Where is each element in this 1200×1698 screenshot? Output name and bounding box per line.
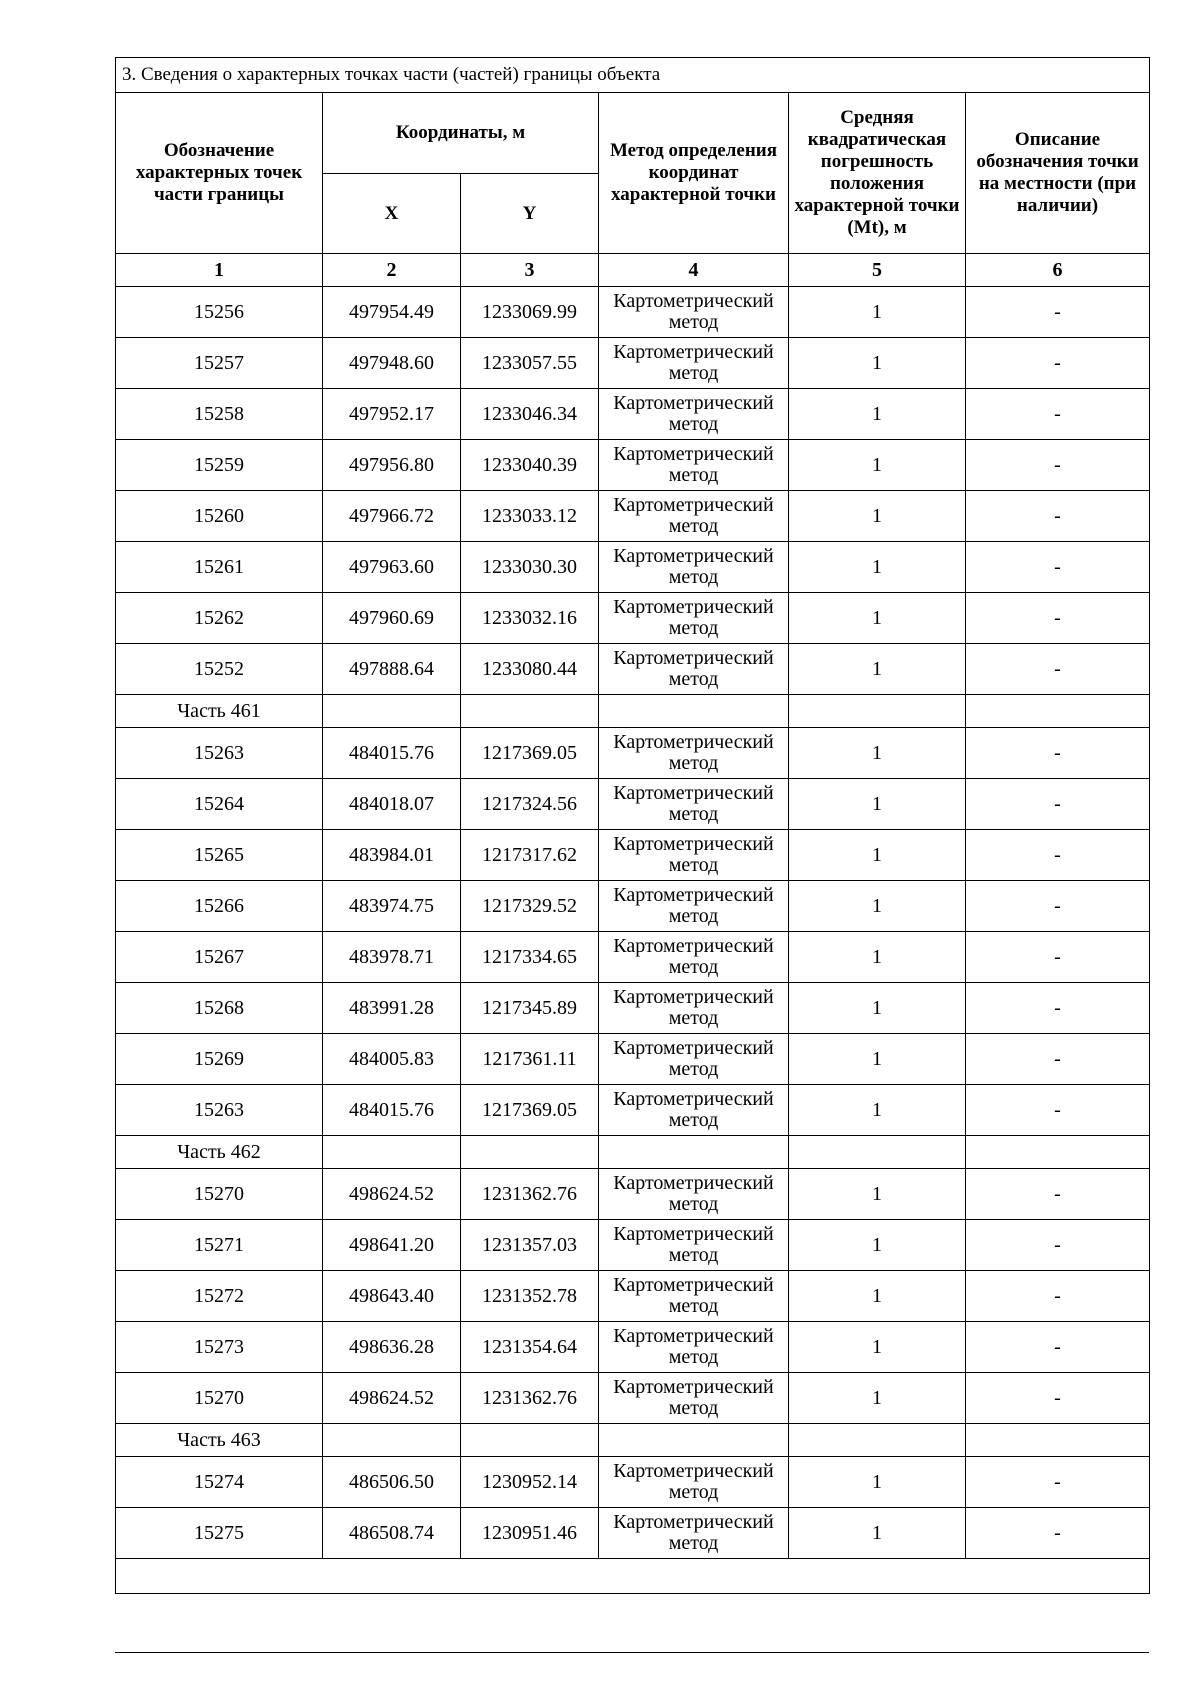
method-cell: Картометрический метод — [599, 440, 789, 491]
y-coordinate-cell: 1217369.05 — [461, 1085, 599, 1136]
part-empty-cell — [323, 1136, 461, 1169]
point-id-cell: 15257 — [116, 338, 323, 389]
part-label: Часть 462 — [116, 1136, 323, 1169]
method-cell: Картометрический метод — [599, 1271, 789, 1322]
error-cell: 1 — [789, 983, 966, 1034]
point-id-cell: 15271 — [116, 1220, 323, 1271]
x-coordinate-cell: 498643.40 — [323, 1271, 461, 1322]
table-row — [116, 830, 1150, 881]
error-cell: 1 — [789, 932, 966, 983]
column-number: 5 — [789, 254, 966, 287]
error-cell: 1 — [789, 1220, 966, 1271]
header-point-designation: Обозначение характерных точек части границы — [116, 93, 323, 254]
x-coordinate-cell: 486506.50 — [323, 1457, 461, 1508]
x-coordinate-cell: 497888.64 — [323, 644, 461, 695]
header-y: Y — [461, 174, 599, 254]
error-cell: 1 — [789, 542, 966, 593]
error-cell: 1 — [789, 338, 966, 389]
description-cell: - — [966, 593, 1150, 644]
y-coordinate-cell: 1233080.44 — [461, 644, 599, 695]
description-cell: - — [966, 1322, 1150, 1373]
table-row — [116, 1457, 1150, 1508]
point-id-cell: 15270 — [116, 1373, 323, 1424]
part-empty-cell — [599, 1136, 789, 1169]
description-cell: - — [966, 338, 1150, 389]
y-coordinate-cell: 1217334.65 — [461, 932, 599, 983]
table-row — [116, 932, 1150, 983]
table-row — [116, 728, 1150, 779]
table-row — [116, 1373, 1150, 1424]
error-cell: 1 — [789, 1322, 966, 1373]
description-cell: - — [966, 830, 1150, 881]
table-row — [116, 881, 1150, 932]
y-coordinate-cell: 1233032.16 — [461, 593, 599, 644]
x-coordinate-cell: 483974.75 — [323, 881, 461, 932]
point-id-cell: 15263 — [116, 728, 323, 779]
x-coordinate-cell: 498636.28 — [323, 1322, 461, 1373]
method-cell: Картометрический метод — [599, 1457, 789, 1508]
empty-row — [116, 1559, 1150, 1594]
x-coordinate-cell: 498624.52 — [323, 1373, 461, 1424]
column-number: 4 — [599, 254, 789, 287]
point-id-cell: 15270 — [116, 1169, 323, 1220]
part-empty-cell — [789, 1136, 966, 1169]
point-id-cell: 15258 — [116, 389, 323, 440]
description-cell: - — [966, 881, 1150, 932]
y-coordinate-cell: 1231362.76 — [461, 1169, 599, 1220]
y-coordinate-cell: 1233046.34 — [461, 389, 599, 440]
error-cell: 1 — [789, 1373, 966, 1424]
error-cell: 1 — [789, 830, 966, 881]
x-coordinate-cell: 498624.52 — [323, 1169, 461, 1220]
part-empty-cell — [599, 1424, 789, 1457]
point-id-cell: 15265 — [116, 830, 323, 881]
description-cell: - — [966, 1220, 1150, 1271]
method-cell: Картометрический метод — [599, 1220, 789, 1271]
x-coordinate-cell: 497956.80 — [323, 440, 461, 491]
method-cell: Картометрический метод — [599, 1034, 789, 1085]
method-cell: Картометрический метод — [599, 542, 789, 593]
method-cell: Картометрический метод — [599, 1373, 789, 1424]
x-coordinate-cell: 483991.28 — [323, 983, 461, 1034]
point-id-cell: 15259 — [116, 440, 323, 491]
y-coordinate-cell: 1233069.99 — [461, 287, 599, 338]
error-cell: 1 — [789, 593, 966, 644]
description-cell: - — [966, 1085, 1150, 1136]
method-cell: Картометрический метод — [599, 881, 789, 932]
description-cell: - — [966, 491, 1150, 542]
description-cell: - — [966, 728, 1150, 779]
description-cell: - — [966, 779, 1150, 830]
error-cell: 1 — [789, 1034, 966, 1085]
x-coordinate-cell: 484015.76 — [323, 1085, 461, 1136]
y-coordinate-cell: 1217329.52 — [461, 881, 599, 932]
y-coordinate-cell: 1217345.89 — [461, 983, 599, 1034]
error-cell: 1 — [789, 728, 966, 779]
description-cell: - — [966, 1034, 1150, 1085]
part-empty-cell — [461, 1424, 599, 1457]
x-coordinate-cell: 497966.72 — [323, 491, 461, 542]
header-description: Описание обозначения точки на местности (при наличии) — [966, 93, 1150, 254]
point-id-cell: 15256 — [116, 287, 323, 338]
y-coordinate-cell: 1217317.62 — [461, 830, 599, 881]
error-cell: 1 — [789, 881, 966, 932]
method-cell: Картометрический метод — [599, 287, 789, 338]
point-id-cell: 15264 — [116, 779, 323, 830]
y-coordinate-cell: 1233033.12 — [461, 491, 599, 542]
table-row — [116, 1034, 1150, 1085]
table-row — [116, 1169, 1150, 1220]
part-label: Часть 463 — [116, 1424, 323, 1457]
description-cell: - — [966, 1457, 1150, 1508]
method-cell: Картометрический метод — [599, 644, 789, 695]
table-row — [116, 491, 1150, 542]
error-cell: 1 — [789, 779, 966, 830]
boundary-points-table — [115, 57, 1150, 1594]
part-empty-cell — [323, 1424, 461, 1457]
method-cell: Картометрический метод — [599, 983, 789, 1034]
header-x: X — [323, 174, 461, 254]
x-coordinate-cell: 483984.01 — [323, 830, 461, 881]
description-cell: - — [966, 1508, 1150, 1559]
point-id-cell: 15268 — [116, 983, 323, 1034]
table-row — [116, 338, 1150, 389]
y-coordinate-cell: 1231357.03 — [461, 1220, 599, 1271]
part-empty-cell — [966, 1136, 1150, 1169]
y-coordinate-cell: 1231354.64 — [461, 1322, 599, 1373]
error-cell: 1 — [789, 1508, 966, 1559]
error-cell: 1 — [789, 389, 966, 440]
part-header-row — [116, 1136, 1150, 1169]
description-cell: - — [966, 542, 1150, 593]
section-title-row — [116, 58, 1150, 93]
header-error: Средняя квадратическая погрешность положения характерной точки (Mt), м — [789, 93, 966, 254]
method-cell: Картометрический метод — [599, 1169, 789, 1220]
y-coordinate-cell: 1217324.56 — [461, 779, 599, 830]
error-cell: 1 — [789, 644, 966, 695]
y-coordinate-cell: 1230952.14 — [461, 1457, 599, 1508]
part-empty-cell — [599, 695, 789, 728]
point-id-cell: 15275 — [116, 1508, 323, 1559]
error-cell: 1 — [789, 440, 966, 491]
method-cell: Картометрический метод — [599, 728, 789, 779]
method-cell: Картометрический метод — [599, 389, 789, 440]
error-cell: 1 — [789, 1271, 966, 1322]
x-coordinate-cell: 484015.76 — [323, 728, 461, 779]
column-number-row — [116, 254, 1150, 287]
method-cell: Картометрический метод — [599, 932, 789, 983]
x-coordinate-cell: 497960.69 — [323, 593, 461, 644]
y-coordinate-cell: 1231362.76 — [461, 1373, 599, 1424]
x-coordinate-cell: 486508.74 — [323, 1508, 461, 1559]
method-cell: Картометрический метод — [599, 491, 789, 542]
x-coordinate-cell: 497952.17 — [323, 389, 461, 440]
y-coordinate-cell: 1233040.39 — [461, 440, 599, 491]
x-coordinate-cell: 498641.20 — [323, 1220, 461, 1271]
method-cell: Картометрический метод — [599, 1322, 789, 1373]
table-row — [116, 1322, 1150, 1373]
point-id-cell: 15273 — [116, 1322, 323, 1373]
description-cell: - — [966, 1271, 1150, 1322]
description-cell: - — [966, 644, 1150, 695]
method-cell: Картометрический метод — [599, 338, 789, 389]
column-number: 2 — [323, 254, 461, 287]
table-row — [116, 644, 1150, 695]
table-row — [116, 593, 1150, 644]
error-cell: 1 — [789, 491, 966, 542]
error-cell: 1 — [789, 1169, 966, 1220]
table-row — [116, 1220, 1150, 1271]
error-cell: 1 — [789, 287, 966, 338]
column-number: 6 — [966, 254, 1150, 287]
header-row-top — [116, 93, 1150, 174]
point-id-cell: 15263 — [116, 1085, 323, 1136]
table-row — [116, 983, 1150, 1034]
point-id-cell: 15269 — [116, 1034, 323, 1085]
description-cell: - — [966, 389, 1150, 440]
part-empty-cell — [323, 695, 461, 728]
part-empty-cell — [966, 695, 1150, 728]
point-id-cell: 15266 — [116, 881, 323, 932]
header-method: Метод определения координат характерной точки — [599, 93, 789, 254]
part-label: Часть 461 — [116, 695, 323, 728]
description-cell: - — [966, 1169, 1150, 1220]
table-row — [116, 1271, 1150, 1322]
x-coordinate-cell: 497954.49 — [323, 287, 461, 338]
part-header-row — [116, 695, 1150, 728]
y-coordinate-cell: 1233057.55 — [461, 338, 599, 389]
table-row — [116, 542, 1150, 593]
point-id-cell: 15274 — [116, 1457, 323, 1508]
table-row — [116, 779, 1150, 830]
section-title: 3. Сведения о характерных точках части (частей) границы объекта — [116, 58, 1150, 93]
error-cell: 1 — [789, 1085, 966, 1136]
header-coordinates: Координаты, м — [323, 93, 599, 174]
method-cell: Картометрический метод — [599, 779, 789, 830]
table-row — [116, 440, 1150, 491]
point-id-cell: 15272 — [116, 1271, 323, 1322]
part-empty-cell — [789, 1424, 966, 1457]
point-id-cell: 15252 — [116, 644, 323, 695]
part-empty-cell — [789, 695, 966, 728]
y-coordinate-cell: 1231352.78 — [461, 1271, 599, 1322]
table-body — [116, 287, 1150, 1559]
table-row — [116, 1508, 1150, 1559]
column-number: 3 — [461, 254, 599, 287]
point-id-cell: 15260 — [116, 491, 323, 542]
x-coordinate-cell: 497948.60 — [323, 338, 461, 389]
point-id-cell: 15267 — [116, 932, 323, 983]
point-id-cell: 15261 — [116, 542, 323, 593]
part-header-row — [116, 1424, 1150, 1457]
method-cell: Картометрический метод — [599, 830, 789, 881]
method-cell: Картометрический метод — [599, 1085, 789, 1136]
error-cell: 1 — [789, 1457, 966, 1508]
column-number: 1 — [116, 254, 323, 287]
y-coordinate-cell: 1233030.30 — [461, 542, 599, 593]
description-cell: - — [966, 287, 1150, 338]
x-coordinate-cell: 484018.07 — [323, 779, 461, 830]
table-row — [116, 389, 1150, 440]
empty-cell — [116, 1559, 1150, 1594]
y-coordinate-cell: 1217361.11 — [461, 1034, 599, 1085]
x-coordinate-cell: 483978.71 — [323, 932, 461, 983]
table-row — [116, 287, 1150, 338]
description-cell: - — [966, 983, 1150, 1034]
point-id-cell: 15262 — [116, 593, 323, 644]
x-coordinate-cell: 484005.83 — [323, 1034, 461, 1085]
method-cell: Картометрический метод — [599, 1508, 789, 1559]
x-coordinate-cell: 497963.60 — [323, 542, 461, 593]
footer-divider — [115, 1652, 1149, 1653]
description-cell: - — [966, 440, 1150, 491]
part-empty-cell — [966, 1424, 1150, 1457]
method-cell: Картометрический метод — [599, 593, 789, 644]
y-coordinate-cell: 1230951.46 — [461, 1508, 599, 1559]
description-cell: - — [966, 932, 1150, 983]
description-cell: - — [966, 1373, 1150, 1424]
y-coordinate-cell: 1217369.05 — [461, 728, 599, 779]
part-empty-cell — [461, 1136, 599, 1169]
part-empty-cell — [461, 695, 599, 728]
table-row — [116, 1085, 1150, 1136]
